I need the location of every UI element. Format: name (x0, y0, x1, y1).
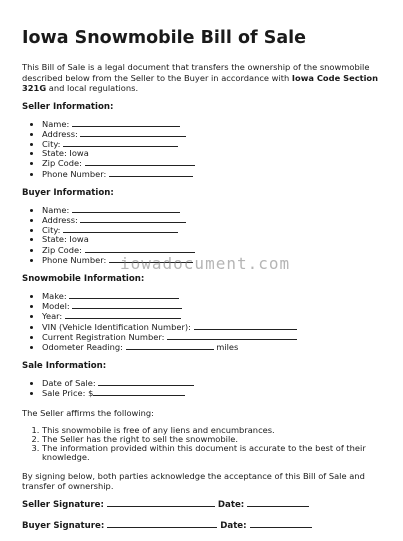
buyer-heading: Buyer Information: (22, 187, 114, 198)
seller-zip (42, 158, 386, 168)
closing-paragraph: By signing below, both parties acknowledge the acceptance of this Bill of Sale and transfer of ownership. (22, 471, 365, 492)
snowmobile-registration-line[interactable] (167, 332, 297, 340)
seller-city-line[interactable] (63, 139, 178, 147)
seller-name (42, 119, 386, 129)
buyer-signature-row (22, 520, 386, 532)
intro-text: This Bill of Sale is a legal document that transfers the ownership of the snowmobile described below from the Seller to the Buyer in accordance with (22, 62, 370, 83)
snowmobile-registration-label: Current Registration Number: (42, 331, 165, 342)
snowmobile-registration (42, 332, 386, 342)
snowmobile-vin-line[interactable] (194, 322, 297, 330)
sale-list (22, 378, 386, 398)
seller-date-line[interactable] (247, 499, 309, 507)
seller-name-label: Name: (42, 118, 70, 129)
seller-city (42, 139, 386, 149)
buyer-city (42, 225, 386, 235)
buyer-signature-label: Buyer Signature: (22, 521, 105, 532)
seller-zip-line[interactable] (85, 158, 195, 166)
affirm-item: 2. The Seller has the right to sell the snowmobile. (42, 435, 386, 444)
seller-city-label: City: (42, 138, 61, 149)
snowmobile-vin (42, 322, 386, 332)
sale-price-label: Sale Price: $ (42, 388, 94, 399)
snowmobile-odometer-line[interactable] (126, 342, 214, 350)
affirm-item: 1. This snowmobile is free of any liens and encumbrances. (42, 426, 386, 435)
snowmobile-make-label: Make: (42, 290, 67, 301)
buyer-address-line[interactable] (80, 215, 186, 223)
intro-text-end: and local regulations. (46, 83, 139, 93)
buyer-state-label: State: Iowa (42, 234, 89, 245)
seller-zip-label: Zip Code: (42, 158, 82, 169)
seller-phone (42, 169, 386, 179)
snowmobile-odometer (42, 342, 386, 352)
seller-address-label: Address: (42, 128, 78, 139)
buyer-phone-label: Phone Number: (42, 254, 107, 265)
snowmobile-model-line[interactable] (72, 301, 182, 309)
buyer-date-label: Date: (220, 521, 247, 532)
seller-signature-row (22, 499, 386, 511)
seller-date-label: Date: (217, 500, 245, 511)
snowmobile-list (22, 291, 386, 352)
sale-date-line[interactable] (98, 378, 194, 386)
snowmobile-vin-label: VIN (Vehicle Identification Number): (42, 321, 191, 332)
affirm-item: 3. The information provided within this document is accurate to the best of their knowledge. (42, 444, 386, 462)
affirm-lead: The Seller affirms the following: (22, 407, 154, 418)
affirm-list (22, 426, 386, 463)
snowmobile-model (42, 301, 386, 311)
snowmobile-heading: Snowmobile Information: (22, 273, 145, 284)
seller-state (42, 149, 386, 158)
intro-paragraph (22, 62, 386, 94)
snowmobile-odometer-unit: miles (216, 341, 239, 352)
seller-state-label: State: Iowa (42, 148, 89, 159)
seller-heading: Seller Information: (22, 101, 114, 112)
snowmobile-odometer-label: Odometer Reading: (42, 341, 123, 352)
buyer-name-line[interactable] (72, 205, 180, 213)
seller-signature-line[interactable] (107, 499, 215, 507)
buyer-zip-label: Zip Code: (42, 244, 82, 255)
sale-date (42, 378, 386, 388)
sale-heading: Sale Information: (22, 361, 107, 372)
buyer-city-label: City: (42, 225, 61, 236)
snowmobile-year-label: Year: (42, 311, 63, 322)
buyer-state (42, 235, 386, 244)
buyer-name (42, 205, 386, 215)
buyer-city-line[interactable] (63, 225, 178, 233)
seller-phone-label: Phone Number: (42, 168, 107, 179)
seller-signature-label: Seller Signature: (22, 500, 104, 511)
snowmobile-make-line[interactable] (69, 291, 179, 299)
snowmobile-model-label: Model: (42, 301, 70, 312)
document (22, 28, 386, 541)
snowmobile-year-line[interactable] (65, 311, 181, 319)
intro-code-reference: Iowa Code Section 321G (22, 72, 379, 93)
sale-price (42, 388, 386, 398)
buyer-name-label: Name: (42, 204, 70, 215)
seller-list (22, 119, 386, 179)
snowmobile-year (42, 311, 386, 321)
seller-name-line[interactable] (72, 119, 180, 127)
buyer-address-label: Address: (42, 214, 78, 225)
seller-address (42, 129, 386, 139)
sale-date-label: Date of Sale: (42, 378, 96, 389)
watermark: iowadocument.com (120, 254, 291, 273)
buyer-address (42, 215, 386, 225)
sale-price-line[interactable] (93, 388, 185, 396)
buyer-zip-line[interactable] (85, 245, 195, 253)
seller-phone-line[interactable] (109, 169, 193, 177)
seller-address-line[interactable] (80, 129, 186, 137)
snowmobile-make (42, 291, 386, 301)
document-title: Iowa Snowmobile Bill of Sale (22, 28, 307, 48)
